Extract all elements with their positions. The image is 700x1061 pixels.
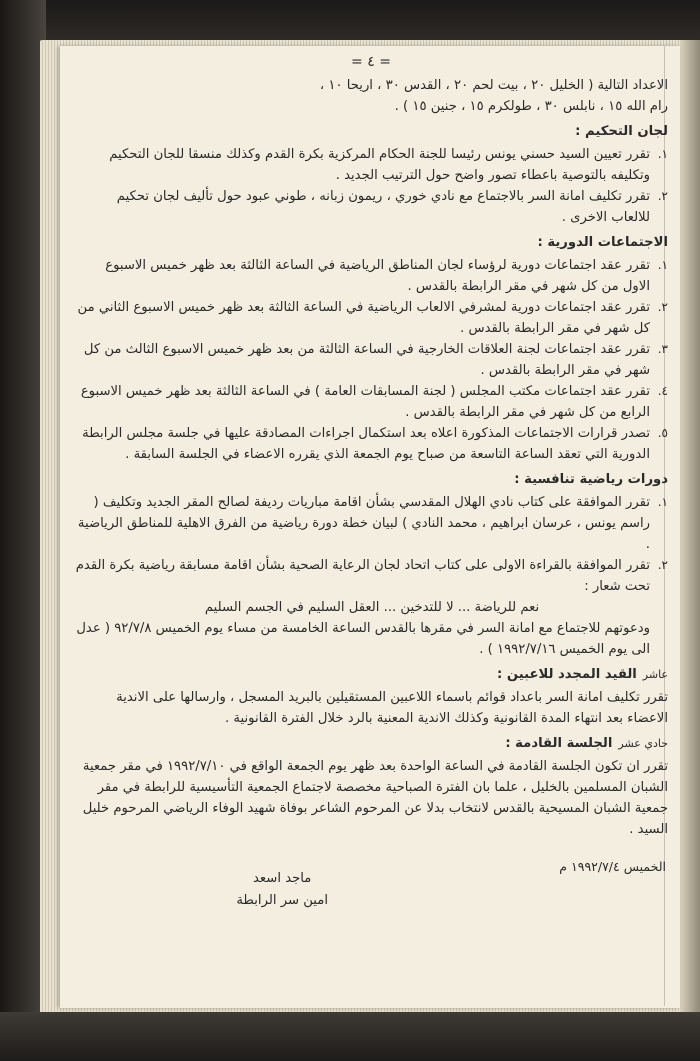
section-next-session-title: الجلسة القادمة : [505,736,613,751]
page-number: = ٤ = [351,54,391,70]
signature-date: الخميس ١٩٩٢/٧/٤ م [559,859,666,874]
next-session-text: تقرر ان تكون الجلسة القادمة في الساعة الواحدة بعد ظهر يوم الجمعة الواقع في ١٩٩٢/٧/١٠ في مقر جمعية الشبان المسلمين بالخليل ، علما بان الفترة الصباحية مخصصة لاجتماع الجمعية التأسيسية للرابطة في مقر جمعية الشبان المسيحية بالقدس لانتخاب بدلا عن المرحوم الشاعر بوفاة شهيد الوفاء الرياضي المرحوم خليل السيد . [82,759,668,837]
item-text: تقرر عقد اجتماعات لجنة العلاقات الخارجية في الساعة الثالثة من بعد ظهر خميس الاسبوع الثالث من كل شهر في مقر الرابطة بالقدس . [83,342,650,378]
section-registration-title: القيد المجدد للاعبين : [496,667,637,682]
intro-line-1: الاعداد التالية ( الخليل ٢٠ ، بيت لحم ٢٠ ، القدس ٣٠ ، اريحا ١٠ ، [319,78,668,93]
section-referees-heading [74,121,668,142]
signature-area [74,856,668,912]
section-next-session-margin: حادي عشر [618,737,668,750]
binder-bottom-edge [0,1012,700,1061]
section-registration-heading [74,664,668,685]
item-text: تقرر عقد اجتماعات دورية لرؤساء لجان المناطق الرياضية في الساعة الثالثة بعد ظهر خميس الاسبوع الاول من كل شهر في مقر الرابطة بالقدس . [105,258,650,294]
section-referees-title: لجان التحكيم : [575,124,668,139]
item-number: ٢. [657,558,668,572]
signatory-title: امين سر الرابطة [236,893,328,908]
item-text: تقرر الموافقة بالقراءة الاولى على كتاب اتحاد لجان الرعاية الصحية بشأن اقامة مسابقة رياضية بكرة القدم تحت شعار : [75,558,650,594]
registration-text: تقرر تكليف امانة السر باعداد قوائم باسماء اللاعبين المستقيلين بالبريد المسجل ، وارسالها على الاندية الاعضاء بعد انتهاء المدة القانونية وكذلك الاندية المعنية بالرد خلال الفترة القانونية . [116,690,668,726]
item-text: تقرر عقد اجتماعات مكتب المجلس ( لجنة المسابقات العامة ) في الساعة الثالثة بعد ظهر خميس الاسبوع الرابع من كل شهر في مقر الرابطة بالقدس . [80,384,650,420]
section-next-session-heading [74,733,668,754]
meetings-item-5 [74,423,668,465]
tournaments-item-1 [74,492,668,555]
referees-item-1 [74,144,668,186]
signature-block [236,868,328,912]
meetings-item-4 [74,381,668,423]
item-text: تقرر تعيين السيد حسني يونس رئيسا للجنة الحكام المركزية بكرة القدم وكذلك منسقا للجان التحكيم وتكليفه بالتوصية باعطاء تصور واضح حول الترتيب الجديد . [109,147,650,183]
section-meetings-title: الاجتماعات الدورية : [537,235,668,250]
item-number: ٥. [657,426,668,440]
meetings-item-1 [74,255,668,297]
tournaments-item-2 [74,555,668,660]
binder-top-edge [0,0,700,40]
tournament-followup: ودعوتهم للاجتماع مع امانة السر في مقرها بالقدس الساعة الخامسة من مساء يوم الخميس ٩٢/٧/٨ ( عدل الى يوم الخميس ١٩٩٢/٧/١٦ ) . [76,621,650,657]
referees-item-2 [74,186,668,228]
item-number: ٢. [657,189,668,203]
item-number: ٢. [657,300,668,314]
item-number: ٣. [657,342,668,356]
document-page [60,46,680,1008]
page-right-edge [680,40,700,1016]
item-number: ٤. [657,384,668,398]
tournament-slogan: نعم للرياضة ... لا للتدخين ... العقل السليم في الجسم السليم [204,600,540,615]
section-registration-margin: عاشر [642,668,668,681]
intro-line-2: رام الله ١٥ ، نابلس ٣٠ ، طولكرم ١٥ ، جنين ١٥ ) . [394,99,668,114]
item-text: تقرر عقد اجتماعات دورية لمشرفي الالعاب الرياضية في الساعة الثالثة بعد ظهر خميس الاسبوع الثاني من كل شهر في مقر الرابطة بالقدس . [77,300,650,336]
item-number: ١. [657,495,668,509]
meetings-item-2 [74,297,668,339]
section-meetings-heading [74,232,668,253]
signatory-name: ماجد اسعد [253,871,312,886]
item-text: تقرر تكليف امانة السر بالاجتماع مع نادي خوري ، ريمون زبانه ، طوني عبود حول تأليف لجان تحكيم للالعاب الاخرى . [116,189,650,225]
meetings-item-3 [74,339,668,381]
item-text: تصدر قرارات الاجتماعات المذكورة اعلاه بعد استكمال اجراءات المصادقة عليها في جلسة مجلس الرابطة الدورية التي تعقد الساعة التاسعة من صباح يوم الجمعة الذي يقرره الاعضاء في الجلسة السابقة . [82,426,650,462]
page-content [74,52,668,912]
item-number: ١. [657,258,668,272]
item-text: تقرر الموافقة على كتاب نادي الهلال المقدسي بشأن اقامة مباريات رديفة لصالح المقر الجديد وتكليف ( راسم يونس ، عرسان ابراهيم ، محمد النادي ) لبيان خطة دورة رياضية من الفرق الاهلية للمناطق الرياضية . [77,495,650,552]
section-tournaments-title: دورات رياضية تنافسية : [514,472,668,487]
item-number: ١. [657,147,668,161]
section-tournaments-heading [74,469,668,490]
